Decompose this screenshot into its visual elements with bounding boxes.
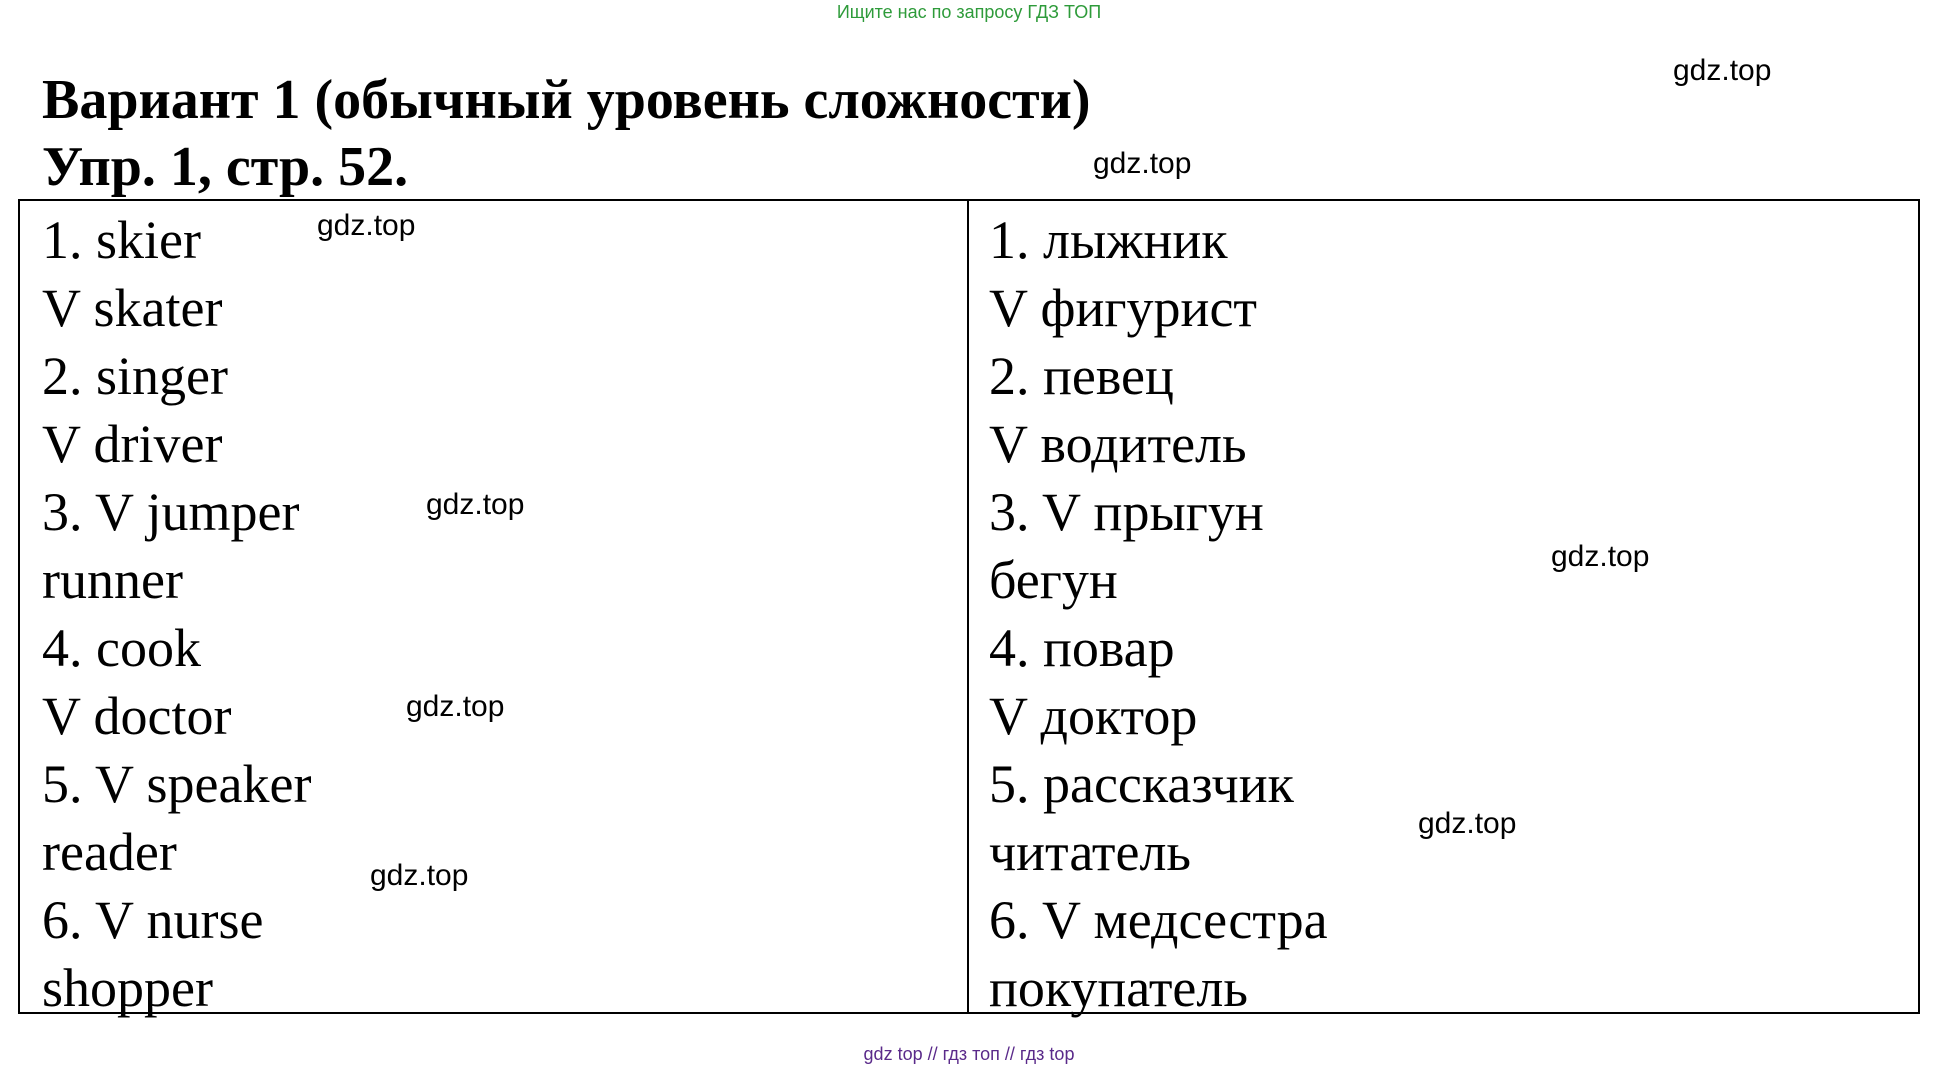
russian-item-1: 1. лыжник	[989, 210, 1228, 270]
russian-item-2: V фигурист	[989, 278, 1258, 338]
english-item-4: V driver	[42, 414, 223, 474]
english-column	[42, 206, 311, 1022]
english-item-11: 6. V nurse	[42, 890, 264, 950]
russian-item-10: читатель	[989, 822, 1192, 882]
page-title: Вариант 1 (обычный уровень сложности)	[42, 69, 1091, 131]
russian-item-5: 3. V прыгун	[989, 482, 1264, 542]
english-item-9: 5. V speaker	[42, 754, 312, 814]
english-item-8: V doctor	[42, 686, 232, 746]
watermark: gdz.top	[406, 690, 505, 723]
english-item-5: 3. V jumper	[42, 482, 300, 542]
english-item-1: 1. skier	[42, 210, 201, 270]
watermark: gdz.top	[1551, 540, 1650, 573]
english-item-7: 4. cook	[42, 618, 201, 678]
english-item-10: reader	[42, 822, 177, 882]
russian-column	[989, 206, 1328, 1022]
top-banner: Ищите нас по запросу ГДЗ ТОП	[836, 2, 1102, 22]
watermark: gdz.top	[1093, 147, 1192, 180]
footer-watermark: gdz top // гдз топ // гдз top	[863, 1044, 1075, 1064]
russian-item-4: V водитель	[989, 414, 1247, 474]
english-item-2: V skater	[42, 278, 223, 338]
english-item-12: shopper	[42, 958, 213, 1018]
answer-table	[18, 199, 1920, 1018]
english-item-3: 2. singer	[42, 346, 228, 406]
russian-item-9: 5. рассказчик	[989, 754, 1294, 814]
exercise-reference: Упр. 1, стр. 52.	[42, 136, 409, 198]
watermark: gdz.top	[1418, 807, 1517, 840]
english-item-6: runner	[42, 550, 183, 610]
watermark: gdz.top	[1673, 54, 1772, 87]
russian-item-7: 4. повар	[989, 618, 1175, 678]
russian-item-3: 2. певец	[989, 346, 1174, 406]
watermark: gdz.top	[317, 209, 416, 242]
russian-item-8: V доктор	[989, 686, 1198, 746]
russian-item-12: покупатель	[989, 958, 1248, 1018]
watermark: gdz.top	[370, 859, 469, 892]
russian-item-11: 6. V медсестра	[989, 890, 1328, 950]
russian-item-6: бегун	[989, 550, 1118, 610]
watermark: gdz.top	[426, 488, 525, 521]
column-divider	[967, 201, 969, 1012]
